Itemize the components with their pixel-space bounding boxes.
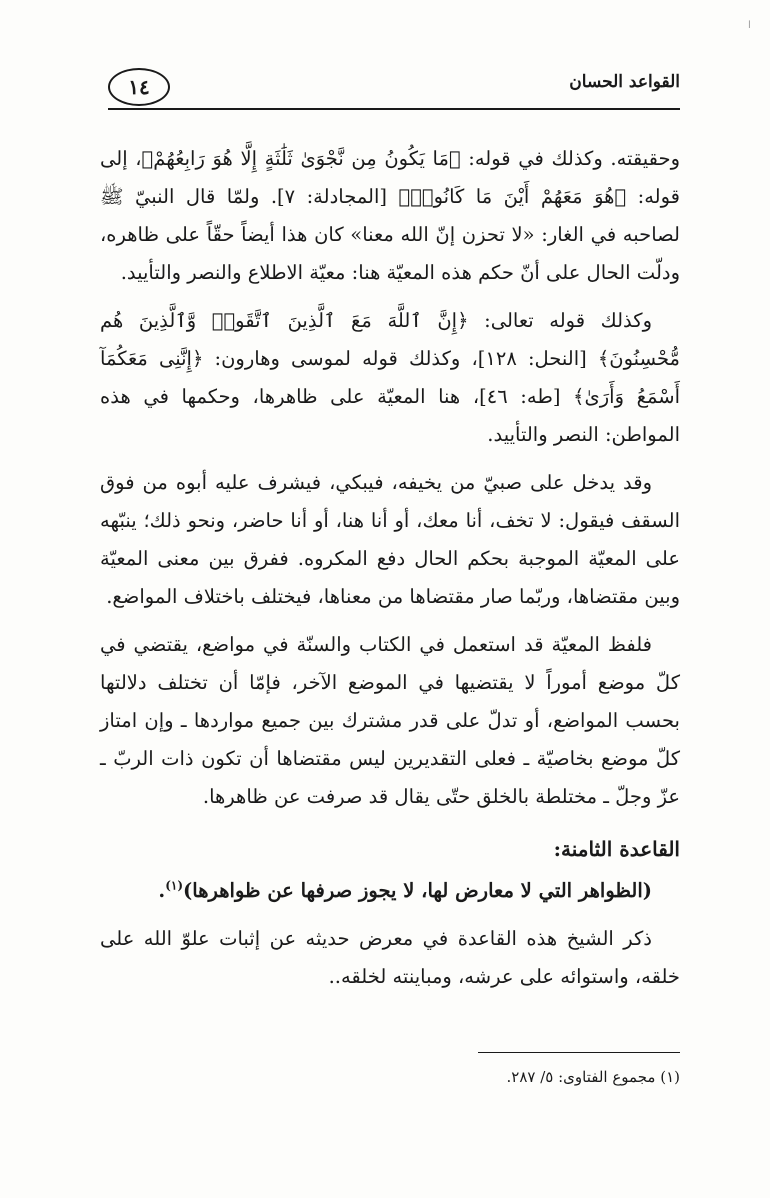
paragraph-2: وكذلك قوله تعالى: ﴿إِنَّ ٱللَّهَ مَعَ ٱلَّذِينَ ٱتَّقَوا۟ وَّٱلَّذِينَ هُم مُّحْسِنُونَ﴾ [النحل: ١٢٨]، وكذلك قوله لموسى وهارون: ﴿إِنَّنِى مَعَكُمَآ أَسْمَعُ وَأَرَىٰ﴾ [طه: ٤٦]، هنا المعيّة على ظاهرها، وحكمها في هذه المواطن: النصر والتأييد. [100,309,680,446]
paragraph-1: وحقيقته. وكذلك في قوله: ﴿مَا يَكُونُ مِن نَّجْوَىٰ ثَلَٰثَةٍ إِلَّا هُوَ رَابِعُهُمْ﴾، إلى قوله: ﴿هُوَ مَعَهُمْ أَيْنَ مَا كَانُوا۟﴾ [المجادلة: ٧]. ولمّا قال النبيّ ﷺ لصاحبه في الغار: «لا تحزن إنّ الله معنا» كان هذا أيضاً حقّاً على ظاهره، ودلّت الحال على أنّ حكم هذه المعيّة هنا: معيّة الاطلاع والنصر والتأييد. [100,147,680,284]
footnote-marker: (١) [165,878,184,893]
footnote-divider [478,1052,680,1053]
corner-mark: ا [748,20,751,31]
paragraph-final: ذكر الشيخ هذه القاعدة في معرض حديثه عن إثبات علوّ الله على خلقه، واستوائه على عرشه، ومباينته لخلقه.. [100,927,680,988]
footnote: (١) مجموع الفتاوى: ٥/ ٢٨٧. [506,1068,680,1086]
rule-statement-text: (الظواهر التي لا معارض لها، لا يجوز صرفها عن ظواهرها) [183,879,652,902]
header-divider [108,108,680,110]
running-title: القواعد الحسان [569,72,680,92]
rule-statement-end: . [158,879,166,902]
page-header [108,68,680,108]
rule-heading: القاعدة الثامنة: [553,837,680,861]
main-text [100,140,680,1006]
paragraph-4: فلفظ المعيّة قد استعمل في الكتاب والسنّة في مواضع، يقتضي في كلّ موضع أموراً لا يقتضيها في الموضع الآخر، فإمّا أن تختلف دلالتها بحسب المواضع، أو تدلّ على قدر مشترك بين جميع مواردها ـ وإن امتاز كلّ موضع بخاصيّة ـ فعلى التقديرين ليس مقتضاها أن تكون ذات الربّ ـ عزّ وجلّ ـ مختلطة بالخلق حتّى يقال قد صرفت عن ظاهرها. [100,633,680,808]
paragraph-3: وقد يدخل على صبيّ من يخيفه، فيبكي، فيشرف عليه أبوه من فوق السقف فيقول: لا تخف، أنا معك، أو أنا هنا، أو أنا حاضر، ونحو ذلك؛ ينبّهه على المعيّة الموجبة بحكم الحال دفع المكروه. ففرق بين معنى المعيّة وبين مقتضاها، وربّما صار مقتضاها من معناها، فيختلف باختلاف المواضع. [100,471,680,608]
rule-statement [100,872,680,910]
page-number: ١٤ [108,68,170,106]
